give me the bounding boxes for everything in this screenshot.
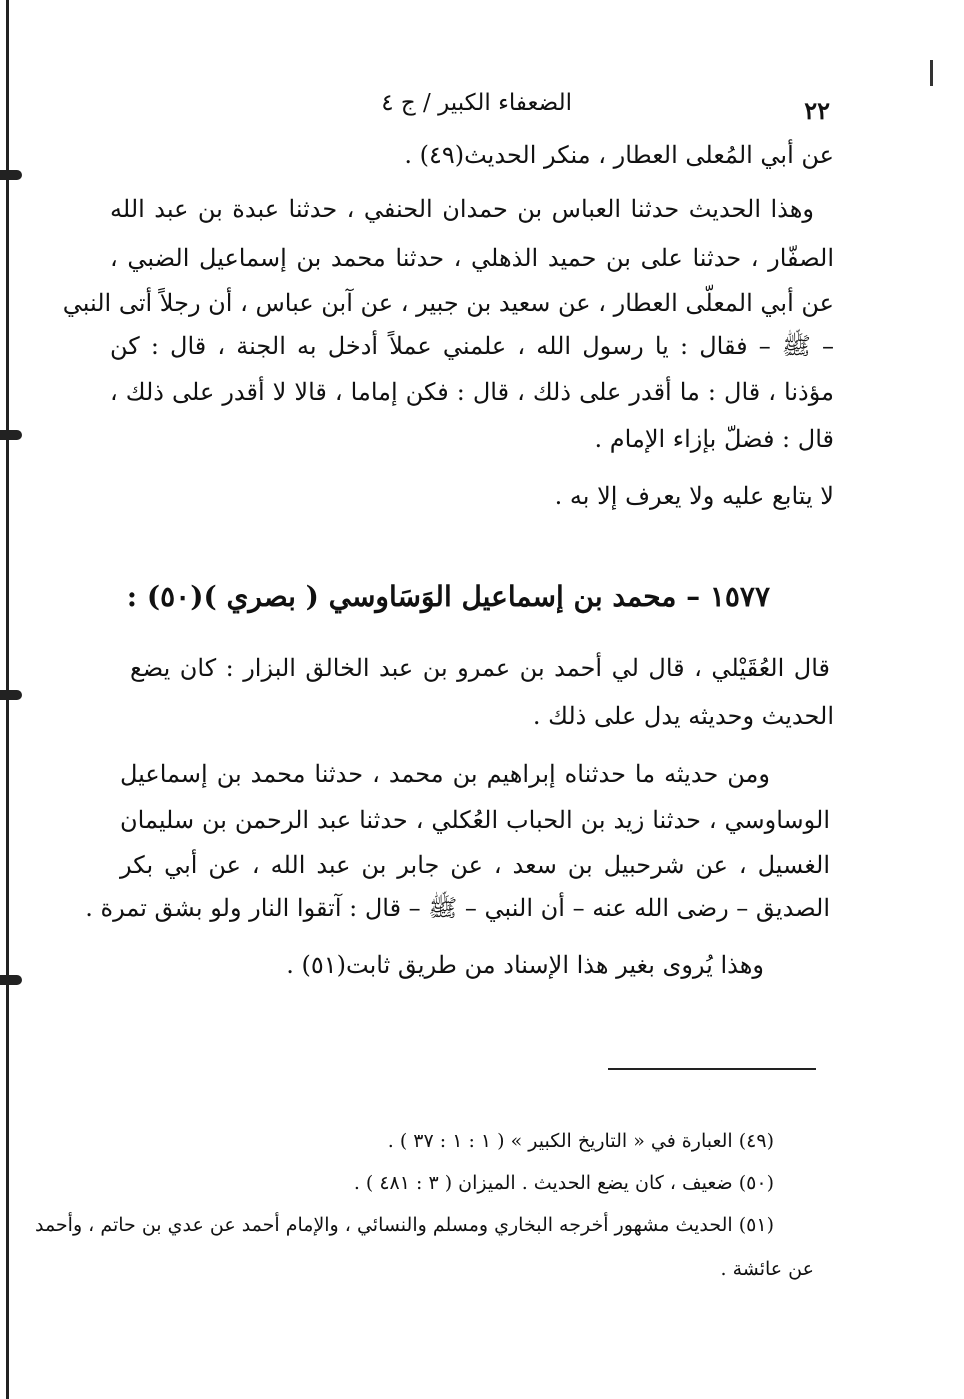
para3-line: الحديث وحديثه يدل على ذلك . xyxy=(532,702,834,730)
para4-line: الغسيل ، عن شرحبيل بن سعد ، عن جابر بن عبد الله ، عن أبي بكر xyxy=(120,851,830,879)
para2: لا يتابع عليه ولا يعرف إلا به . xyxy=(554,482,834,510)
para1-line: الصفّار ، حدثنا على بن حميد الذهلي ، حدثنا محمد بن إسماعيل الضبي ، xyxy=(110,244,834,272)
footnote-continuation: عن عائشة . xyxy=(720,1258,814,1280)
page-number: ٢٢ xyxy=(804,96,830,125)
footnote: (٥٠) ضعيف ، كان يضع الحديث . الميزان ( ٣ : ٤٨١ ) . xyxy=(353,1172,774,1194)
binding-mark xyxy=(0,975,22,985)
footnote-rule xyxy=(608,1068,816,1070)
para3-line: قال العُقَيْلي ، قال لي أحمد بن عمرو بن عبد الخالق البزار : كان يضع xyxy=(130,654,830,682)
running-title: الضعفاء الكبير / ج ٤ xyxy=(381,90,572,116)
para1-line: – ﷺ – فقال : يا رسول الله ، علمني عملاً أدخل به الجنة ، قال : كن xyxy=(110,332,834,360)
page-header xyxy=(380,90,830,124)
para1-line: وهذا الحديث حدثنا العباس بن حمدان الحنفي ، حدثنا عبدة بن عبد الله xyxy=(110,195,814,223)
footnote: (٥١) الحديث مشهور أخرجه البخاري ومسلم والنسائي ، والإمام أحمد عن عدي بن حاتم ، وأحمد xyxy=(34,1214,774,1236)
binding-mark xyxy=(0,690,22,700)
carryover-line: عن أبي المُعلى العطار ، منكر الحديث(٤٩) . xyxy=(404,141,834,169)
footnote: (٤٩) العبارة في « التاريخ الكبير » ( ١ : ١ : ٣٧ ) . xyxy=(387,1130,774,1152)
entry-heading: ١٥٧٧ – محمد بن إسماعيل الوَسَاوسي ( بصري )(٥٠) : xyxy=(126,580,770,613)
para1-line: مؤذنا ، قال : ما أقدر على ذلك ، قال : فكن إماما ، قالا لا أقدر على ذلك ، xyxy=(110,378,834,406)
para5: وهذا يُروى بغير هذا الإسناد من طريق ثابت(٥١) . xyxy=(286,951,764,979)
binding-mark xyxy=(0,170,22,180)
para1-line: قال : فضلّ بإزاء الإمام . xyxy=(594,425,834,453)
para4-line: الصديق – رضى الله عنه – أن النبي – ﷺ – قال : آتقوا النار ولو بشق تمرة . xyxy=(85,894,830,922)
para4-line: ومن حديثه ما حدثناه إبراهيم بن محمد ، حدثنا محمد بن إسماعيل xyxy=(120,760,770,788)
para4-line: الوساوسي ، حدثنا زيد بن الحباب العُكلي ، حدثنا عبد الرحمن بن سليمان xyxy=(120,806,830,834)
binding-mark xyxy=(0,430,22,440)
para1-line: عن أبي المعلّى العطار ، عن سعيد بن جبير ، عن آبن عباس ، أن رجلاً أتى النبي xyxy=(62,289,834,317)
corner-mark xyxy=(930,60,933,86)
